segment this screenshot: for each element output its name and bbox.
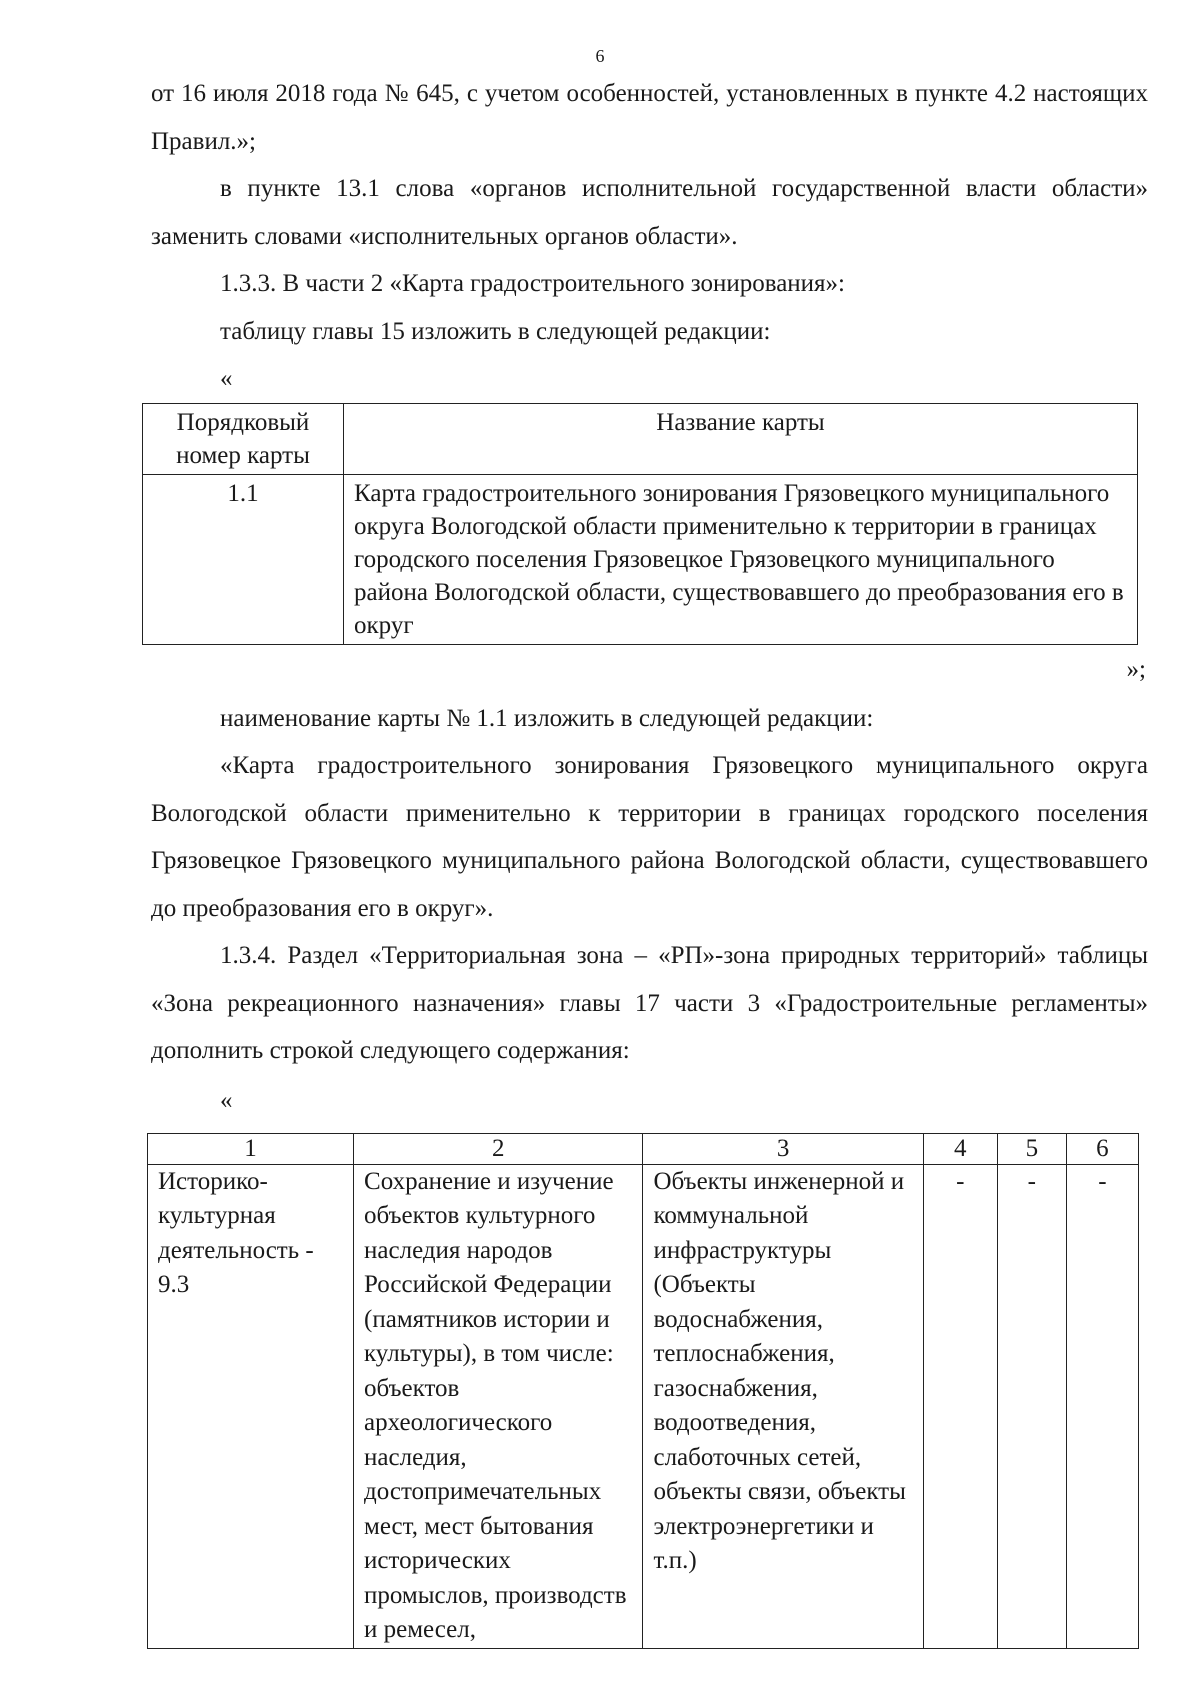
cell-activity-type: Историко-культурная деятельность - 9.3 xyxy=(148,1164,354,1648)
table-row xyxy=(148,1164,1139,1648)
quote-open-1: « xyxy=(220,365,233,392)
paragraph-7: 1.3.4. Раздел «Территориальная зона – «РП»-зона природных территорий» таблицы «Зона рекреационного назначения» главы 17 части 3 «Градостроительные регламенты» дополнить строкой следующего содержания: xyxy=(151,942,1148,1064)
document-body xyxy=(151,70,1148,1649)
paragraph-6: «Карта градостроительного зонирования Грязовецкого муниципального округа Вологодской области применительно к территории в границах городского поселения Грязовецкое Грязовецкого муниципального района Вологодской области, существовавшего до преобразования его в округ». xyxy=(151,752,1148,922)
table-header-row xyxy=(148,1133,1139,1164)
quote-close-1: »; xyxy=(1126,655,1146,683)
page-number: 6 xyxy=(595,46,605,66)
quote-open-2: « xyxy=(220,1086,233,1114)
cell-map-name: Карта градостроительного зонирования Грязовецкого муниципального округа Вологодской области применительно к территории в границах городского поселения Грязовецкое Грязовецкого муниципального района Вологодской области, существовавшего до преобразования его в округ xyxy=(344,474,1138,644)
cell-col-6: - xyxy=(1066,1164,1138,1648)
header-map-number: Порядковый номер карты xyxy=(143,403,344,474)
cell-col-4: - xyxy=(923,1164,997,1648)
table-row xyxy=(143,474,1138,644)
col-header-2: 2 xyxy=(354,1133,643,1164)
paragraph-5: наименование карты № 1.1 изложить в следующей редакции: xyxy=(220,704,874,732)
table-header-row xyxy=(143,403,1138,474)
map-table xyxy=(142,403,1138,645)
col-header-4: 4 xyxy=(923,1133,997,1164)
cell-objects: Объекты инженерной и коммунальной инфраструктуры (Объекты водоснабжения, теплоснабжения, газоснабжения, водоотведения, слаботочных сетей, объекты связи, объекты электроэнергетики и т.п.) xyxy=(643,1164,923,1648)
paragraph-4: таблицу главы 15 изложить в следующей редакции: xyxy=(220,317,771,345)
paragraph-1: от 16 июля 2018 года № 645, с учетом особенностей, установленных в пункте 4.2 настоящих Правил.»; xyxy=(151,80,1148,155)
col-header-3: 3 xyxy=(643,1133,923,1164)
header-map-name: Название карты xyxy=(344,403,1138,474)
cell-map-number: 1.1 xyxy=(143,474,344,644)
col-header-5: 5 xyxy=(997,1133,1066,1164)
cell-col-5: - xyxy=(997,1164,1066,1648)
col-header-1: 1 xyxy=(148,1133,354,1164)
paragraph-2: в пункте 13.1 слова «органов исполнительной государственной власти области» заменить словами «исполнительных органов области». xyxy=(151,175,1148,250)
col-header-6: 6 xyxy=(1066,1133,1138,1164)
cell-description: Сохранение и изучение объектов культурного наследия народов Российской Федерации (памятников истории и культуры), в том числе: объектов археологического наследия, достопримечательных мест, мест бытования исторических промыслов, производств и ремесел, xyxy=(354,1164,643,1648)
zone-table xyxy=(147,1133,1139,1649)
paragraph-3: 1.3.3. В части 2 «Карта градостроительного зонирования»: xyxy=(220,270,845,297)
